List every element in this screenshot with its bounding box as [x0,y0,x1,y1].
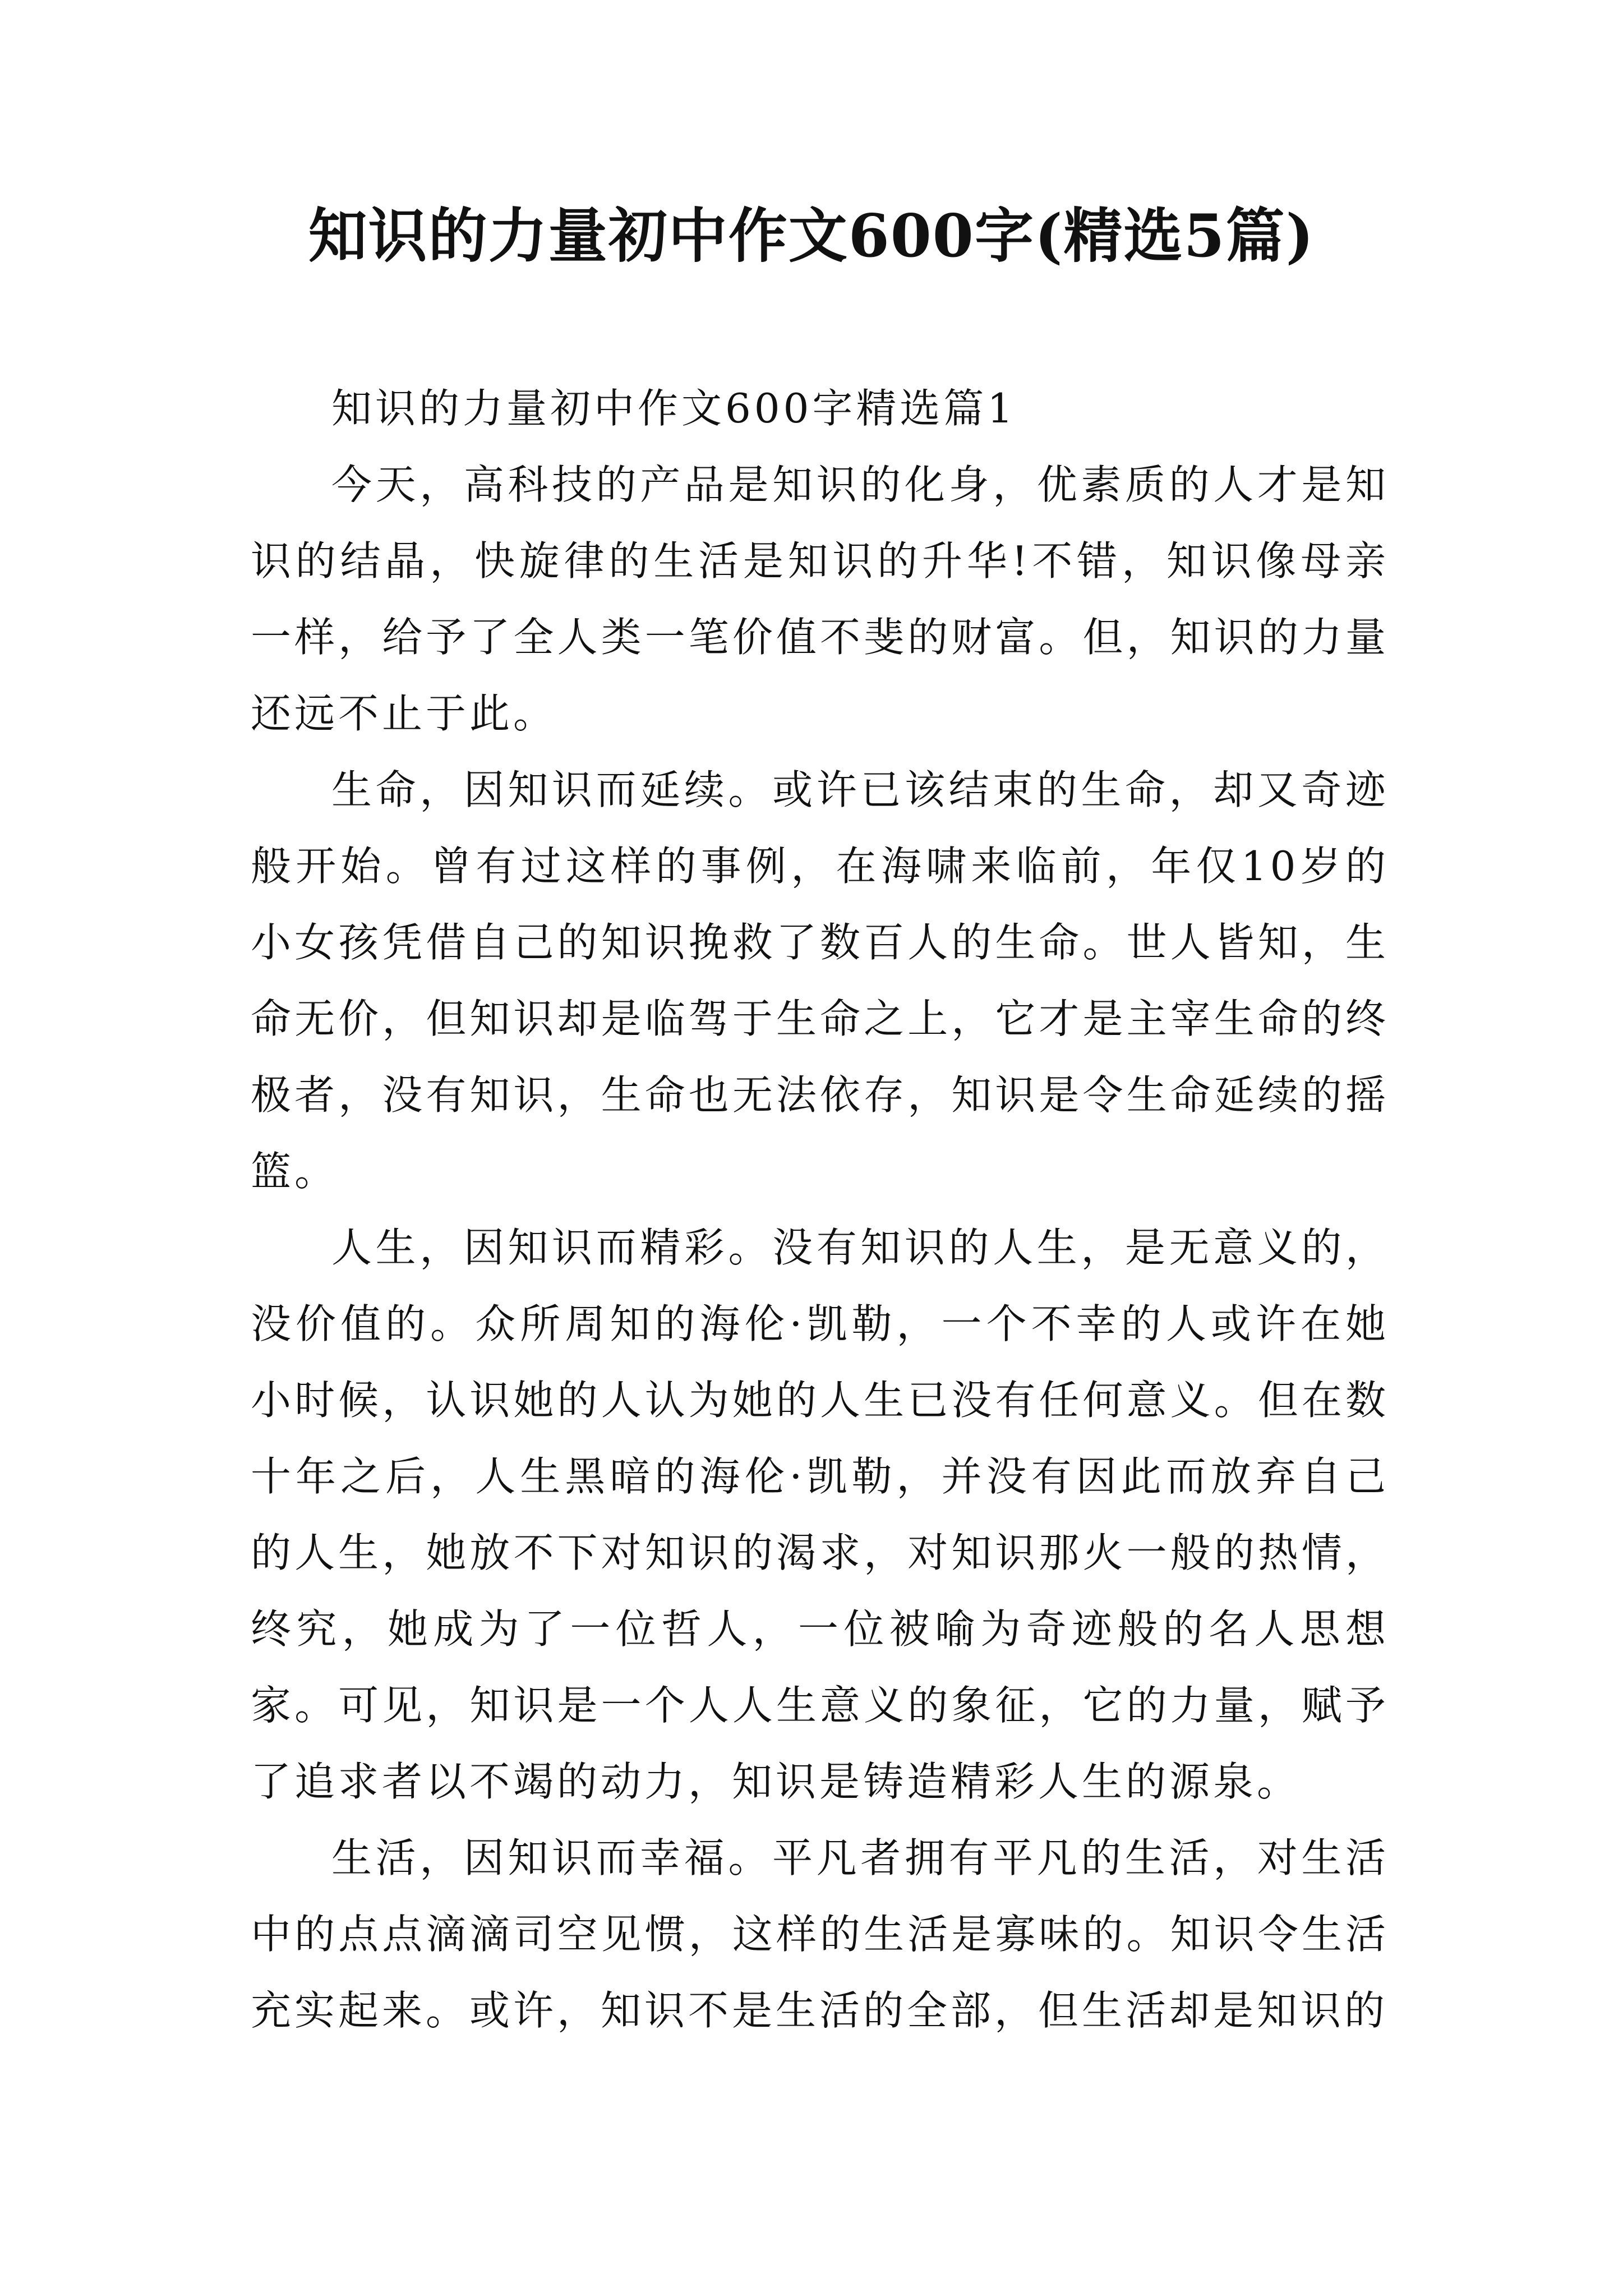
paragraph: 生活，因知识而幸福。平凡者拥有平凡的生活，对生活中的点点滴滴司空见惯，这样的生活是寡味的。知识令生活充实起来。或许，知识不是生活的全部，但生活却是知识的 [251,1834,1389,2034]
paragraph: 生命，因知识而延续。或许已该结束的生命，却又奇迹般开始。曾有过这样的事例，在海啸来临前，年仅10岁的小女孩凭借自己的知识挽救了数百人的生命。世人皆知，生命无价，但知识却是临驾于生命之上，它才是主宰生命的终极者，没有知识，生命也无法依存，知识是令生命延续的摇篮。 [251,766,1389,1195]
paragraph: 今天，高科技的产品是知识的化身，优素质的人才是知识的结晶，快旋律的生活是知识的升华!不错，知识像母亲一样，给予了全人类一笔价值不斐的财富。但，知识的力量还远不止于此。 [251,461,1389,737]
paragraph: 人生，因知识而精彩。没有知识的人生，是无意义的，没价值的。众所周知的海伦·凯勒，一个不幸的人或许在她小时候，认识她的人认为她的人生已没有任何意义。但在数十年之后，人生黑暗的海伦·凯勒，并没有因此而放弃自己的人生，她放不下对知识的渴求，对知识那火一般的热情，终究，她成为了一位哲人，一位被喻为奇迹般的名人思想家。可见，知识是一个人人生意义的象征，它的力量，赋予了追求者以不竭的动力，知识是铸造精彩人生的源泉。 [251,1224,1389,1805]
document-title: 知识的力量初中作文600字(精选5篇) [308,201,1315,270]
document-body [251,370,1389,2049]
section-heading: 知识的力量初中作文600字精选篇1 [331,385,1017,432]
